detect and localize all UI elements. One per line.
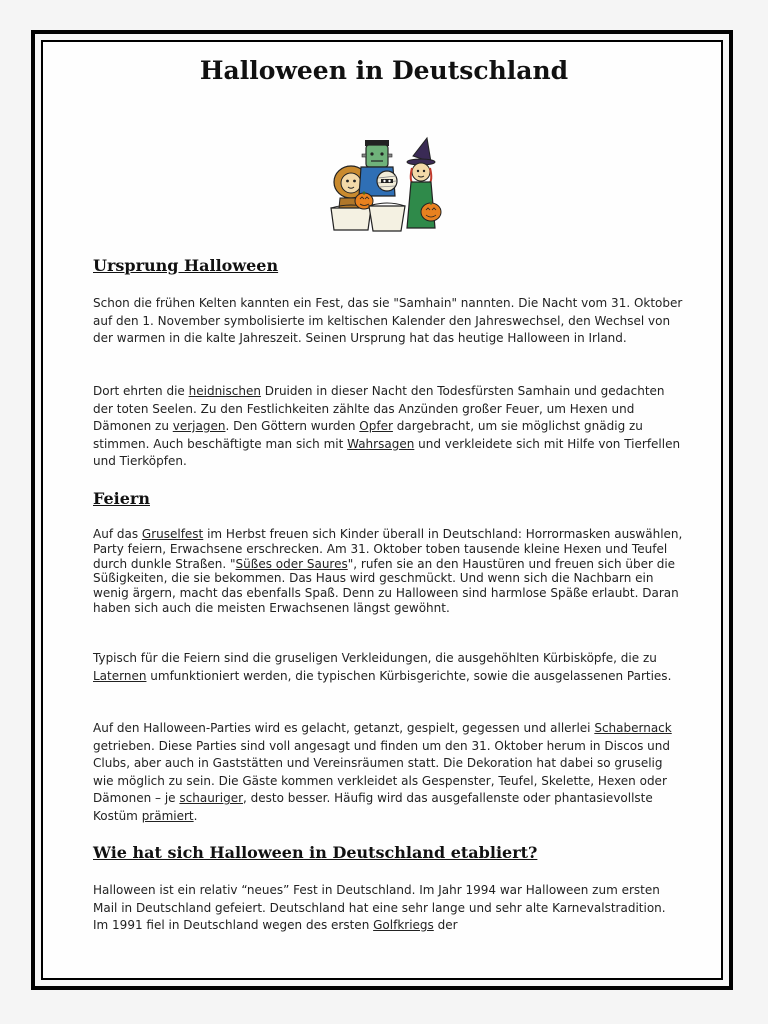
section-heading-etabliert: Wie hat sich Halloween in Deutschland etabliert?	[93, 843, 538, 862]
paragraph-text: ", rufen sie an den Haustüren und freuen sich über die Süßigkeiten, die sie bekommen. Das Haus wird geschmückt. Und wenn sich die Nachbarn ein wenig ärgern, macht das ebenfalls Spaß. Denn zu Halloween sind harmlose Späße erlaubt. Daran haben sich auch die meisten Erwachsenen längst gewöhnt.	[93, 556, 679, 615]
paragraph-etabliert-1	[93, 882, 683, 935]
paragraph-text: Halloween ist ein relativ “neues” Fest in Deutschland. Im Jahr 1994 war Halloween zum ersten Mail in Deutschland gefeiert. Deutschland hat eine sehr lange und sehr alte Karnevalstradition. Im 1991 fiel in Deutschland wegen des ersten	[93, 883, 666, 933]
paragraph-text: Schon die frühen Kelten kannten ein Fest, das sie "Samhain" nannten. Die Nacht vom 31. Oktober auf den 1. November symbolisierte im keltischen Kalender den Jahreswechsel, den Wechsel von der warmen in die kalte Jahreszeit. Seinen Ursprung hat das heutige Halloween in Irland.	[93, 296, 683, 346]
paragraph-text: Auf das	[93, 527, 142, 541]
paragraph-text: Dort ehrten die	[93, 384, 189, 398]
paragraph-text: .	[193, 808, 198, 823]
paragraph-text: Typisch für die Feiern sind die gruseligen Verkleidungen, die ausgehöhlten Kürbisköpfe, die zu	[93, 651, 657, 665]
inline-link[interactable]: Laternen	[93, 668, 147, 683]
inline-link[interactable]: Opfer	[359, 419, 393, 434]
section-heading-ursprung: Ursprung Halloween	[93, 256, 279, 275]
inline-link[interactable]: heidnischen	[188, 384, 261, 398]
page-title: Halloween in Deutschland	[199, 56, 569, 85]
section-heading-feiern: Feiern	[93, 489, 150, 508]
inline-link[interactable]: Gruselfest	[141, 527, 204, 541]
paragraph-text: . Den Göttern wurden	[225, 419, 360, 434]
inline-link[interactable]: schauriger	[179, 791, 244, 806]
inline-link[interactable]: Süßes oder Saures	[235, 556, 348, 571]
inline-link[interactable]: verjagen	[172, 419, 226, 434]
halloween-kids-illustration	[321, 134, 445, 234]
inline-link[interactable]: Wahrsagen	[347, 436, 415, 451]
inline-link[interactable]: Golfkriegs	[373, 918, 434, 933]
inline-link[interactable]: Schabernack	[594, 721, 672, 735]
paragraph-feiern-3	[93, 720, 683, 826]
paragraph-text: Druiden in dieser Nacht den Todesfürsten Samhain und gedachten der toten Seelen. Zu den Festlichkeiten zählte das Anzünden großer Feuer, um Hexen und Dämonen zu	[93, 384, 665, 434]
paragraph-text: Auf den Halloween-Parties wird es gelacht, getanzt, gespielt, gegessen und allerlei	[93, 721, 595, 735]
inline-link[interactable]: prämiert	[141, 808, 194, 823]
paragraph-text: und verkleidete sich mit Hilfe von Tierfellen und Tierköpfen.	[93, 436, 681, 469]
paragraph-text: , desto besser. Häufig wird das ausgefallenste oder phantasievollste Kostüm	[93, 791, 653, 823]
paragraph-text: der	[433, 918, 458, 933]
paragraph-ursprung-2	[93, 383, 683, 471]
paragraph-text: im Herbst freuen sich Kinder überall in Deutschland: Horrormasken auswählen, Party feiern, Erwachsene erschrecken. Am 31. Oktober toben tausende kleine Hexen und Teufel durch dunkle Straßen. "	[93, 527, 683, 571]
paragraph-feiern-1	[93, 527, 683, 616]
paragraph-feiern-2	[93, 650, 683, 685]
paragraph-text: dargebracht, um sie möglichst gnädig zu stimmen. Auch beschäftigte man sich mit	[93, 419, 643, 451]
paragraph-ursprung-1	[93, 295, 683, 348]
paragraph-text: umfunktioniert werden, die typischen Kürbisgerichte, sowie die ausgelassenen Parties.	[146, 668, 672, 683]
paragraph-text: getrieben. Diese Parties sind voll angesagt und finden um den 31. Oktober herum in Discos und Clubs, aber auch in Gaststätten und Vereinsräumen statt. Die Dekoration hat dabei so gruselig wie möglich zu sein. Die Gäste kommen verkleidet als Gespenster, Teufel, Skelette, Hexen oder Dämonen – je	[93, 738, 671, 806]
